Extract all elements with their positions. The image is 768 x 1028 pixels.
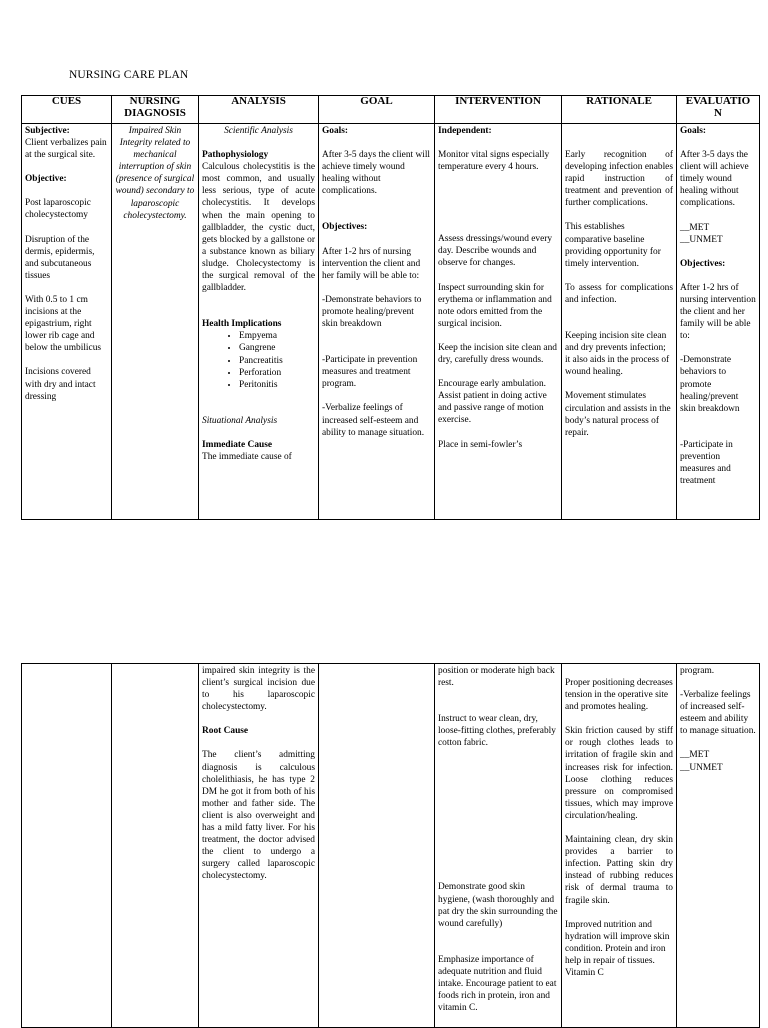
analysis-cell: [199, 124, 319, 520]
evaluation-cell: [677, 124, 760, 520]
list-item: • Empyema: [239, 330, 315, 342]
diagnosis-text: Impaired Skin Integrity related to mechanical interruption of skin (presence of surgical wound) secondary to laparoscopic cholecystectomy.: [115, 126, 195, 221]
care-plan-table-page2: [21, 663, 760, 1028]
rationale-item: Maintaining clean, dry skin provides a barrier to infection. Patting skin dry instead of rubbing reduces risk of dermal trauma to fragile skin.: [565, 835, 673, 906]
header-intervention: INTERVENTION: [435, 96, 562, 124]
pathophysiology-text: Calculous cholecystitis is the most common, and usually less serious, type of acute cholecystitis. It develops when the main opening to gallbladder, the cystic duct, gets blocked by a gallstone or a substance known as biliary sludge. Cholecystectomy is the surgical removal of the gallbladder.: [202, 162, 315, 294]
eval-objective-item: -Participate in prevention measures and treatment: [680, 439, 733, 487]
diagnosis-cell: [112, 664, 199, 1028]
goal-text: After 3-5 days the client will achieve timely wound healing without complications.: [322, 150, 431, 197]
header-analysis: ANALYSIS: [199, 96, 319, 124]
eval-objectives-label: Objectives:: [680, 258, 726, 269]
intervention-item: Keep the incision site clean and dry, carefully dress wounds.: [438, 342, 557, 366]
intervention-item: Emphasize importance of adequate nutrition and fluid intake. Encourage patient to eat foods rich in protein, iron and vitamin C.: [438, 954, 557, 1014]
header-rationale: RATIONALE: [562, 96, 677, 124]
pathophysiology-label: Pathophysiology: [202, 150, 269, 161]
scientific-analysis-label: Scientific Analysis: [224, 126, 293, 136]
intervention-item: Place in semi-fowler’s: [438, 439, 523, 450]
header-cues: CUES: [22, 96, 112, 124]
list-item: • Gangrene: [239, 342, 315, 354]
rationale-cell: [562, 124, 677, 520]
evaluation-cell: [677, 664, 760, 1028]
cues-cell: [22, 664, 112, 1028]
met-checkbox-line: __MET: [680, 222, 710, 233]
objective-item: -Participate in prevention measures and treatment program.: [322, 355, 418, 390]
objective-item: -Verbalize feelings of increased self-esteem and ability to manage situation.: [322, 403, 425, 438]
met-checkbox-line: __MET: [680, 750, 710, 761]
objective-cue: Disruption of the dermis, epidermis, and subcutaneous tissues: [25, 234, 95, 281]
analysis-cell: [199, 664, 319, 1028]
root-cause-label: Root Cause: [202, 726, 249, 737]
rationale-item: Movement stimulates circulation and assists in the body’s natural process of repair.: [565, 391, 671, 438]
intervention-item: Instruct to wear clean, dry, loose-fitting clothes, preferably cotton fabric.: [438, 714, 556, 749]
rationale-item: Early recognition of developing infection enables rapid instruction of treatment and prevention of further complications.: [565, 150, 673, 209]
rationale-item: Skin friction caused by stiff or rough clothes leads to irritation of fragile skin and increases risk for infection. Loose clothing reduces pressure on compromised tissues, which may improve circulation/healing.: [565, 726, 673, 821]
rationale-cell: [562, 664, 677, 1028]
intervention-item: position or moderate high back rest.: [438, 666, 555, 689]
independent-label: Independent:: [438, 126, 492, 136]
immediate-cause-text: The immediate cause of: [202, 451, 292, 462]
header-nursing-diagnosis: NURSING DIAGNOSIS: [112, 96, 199, 124]
intervention-item: Monitor vital signs especially temperature every 4 hours.: [438, 150, 550, 173]
rationale-item: Keeping incision site clean and dry prevents infection; it also aids in the process of wound healing.: [565, 331, 670, 378]
subjective-text: Client verbalizes pain at the surgical site.: [25, 138, 107, 161]
rationale-item: Improved nutrition and hydration will improve skin condition. Protein and iron help in repair of tissues. Vitamin C: [565, 919, 670, 978]
eval-objective-item: program.: [680, 666, 715, 676]
eval-objectives-intro: After 1-2 hrs of nursing intervention the client and her family will be able to:: [680, 282, 756, 342]
goal-cell: [319, 664, 435, 1028]
root-cause-text: The client’s admitting diagnosis is calculous cholelithiasis, he has type 2 DM he got it from both of his mother and father side. The client is also overweight and has a mild fatty liver. For his treatment, the doctor advised the client to undergo a surgery called laparoscopic cholecystectomy.: [202, 750, 315, 882]
objective-cue: With 0.5 to 1 cm incisions at the epigastrium, right lower rib cage and below the umbilicus: [25, 294, 102, 354]
intervention-item: Inspect surrounding skin for erythema or inflammation and note odors emitted from the surgical incision.: [438, 282, 552, 329]
unmet-checkbox-line: __UNMET: [680, 234, 723, 245]
rationale-item: To assess for complications and infection.: [565, 282, 673, 305]
unmet-checkbox-line: __UNMET: [680, 762, 723, 773]
objective-cue: Incisions covered with dry and intact dressing: [25, 367, 96, 402]
list-item: • Perforation: [239, 367, 315, 379]
objectives-label: Objectives:: [322, 222, 368, 233]
immediate-cause-label: Immediate Cause: [202, 439, 273, 450]
header-goal: GOAL: [319, 96, 435, 124]
header-evaluation: EVALUATIO N: [677, 96, 760, 124]
objective-cue: Post laparoscopic cholecystectomy: [25, 198, 91, 221]
intervention-cell: [435, 124, 562, 520]
rationale-item: Proper positioning decreases tension in the operative site and promotes healing.: [565, 678, 673, 713]
eval-goals-label: Goals:: [680, 126, 707, 136]
health-implications-list: [202, 330, 315, 390]
objective-item: -Demonstrate behaviors to promote healing/prevent skin breakdown: [322, 294, 422, 330]
intervention-cell: [435, 664, 562, 1028]
eval-goal-text: After 3-5 days the client will achieve timely wound healing without complications.: [680, 150, 749, 209]
goals-label: Goals:: [322, 126, 349, 136]
objective-label: Objective:: [25, 174, 67, 185]
intervention-item: Encourage early ambulation. Assist patient in doing active and passive range of motion exercise.: [438, 379, 547, 426]
document-title: NURSING CARE PLAN: [69, 69, 189, 81]
cues-cell: [22, 124, 112, 520]
rationale-item: This establishes comparative baseline providing opportunity for timely intervention.: [565, 222, 661, 269]
intervention-item: Demonstrate good skin hygiene, (wash thoroughly and pat dry the skin surrounding the wound carefully): [438, 882, 558, 929]
subjective-label: Subjective:: [25, 126, 70, 136]
care-plan-table-page1: [21, 95, 760, 520]
objectives-intro: After 1-2 hrs of nursing intervention the client and her family will be able to:: [322, 246, 421, 281]
eval-objective-item: -Verbalize feelings of increased self-esteem and ability to manage situation.: [680, 690, 756, 737]
diagnosis-cell: [112, 124, 199, 520]
situational-analysis-label: Situational Analysis: [202, 415, 278, 426]
intervention-item: Assess dressings/wound every day. Describe wounds and observe for changes.: [438, 234, 553, 269]
list-item: • Peritonitis: [239, 379, 315, 391]
immediate-cause-text-cont: impaired skin integrity is the client’s surgical incision due to his laparoscopic cholecystectomy.: [202, 666, 315, 713]
health-implications-label: Health Implications: [202, 319, 282, 330]
list-item: • Pancreatitis: [239, 355, 315, 367]
goal-cell: [319, 124, 435, 520]
eval-objective-item: -Demonstrate behaviors to promote healing/prevent skin breakdown: [680, 355, 740, 414]
